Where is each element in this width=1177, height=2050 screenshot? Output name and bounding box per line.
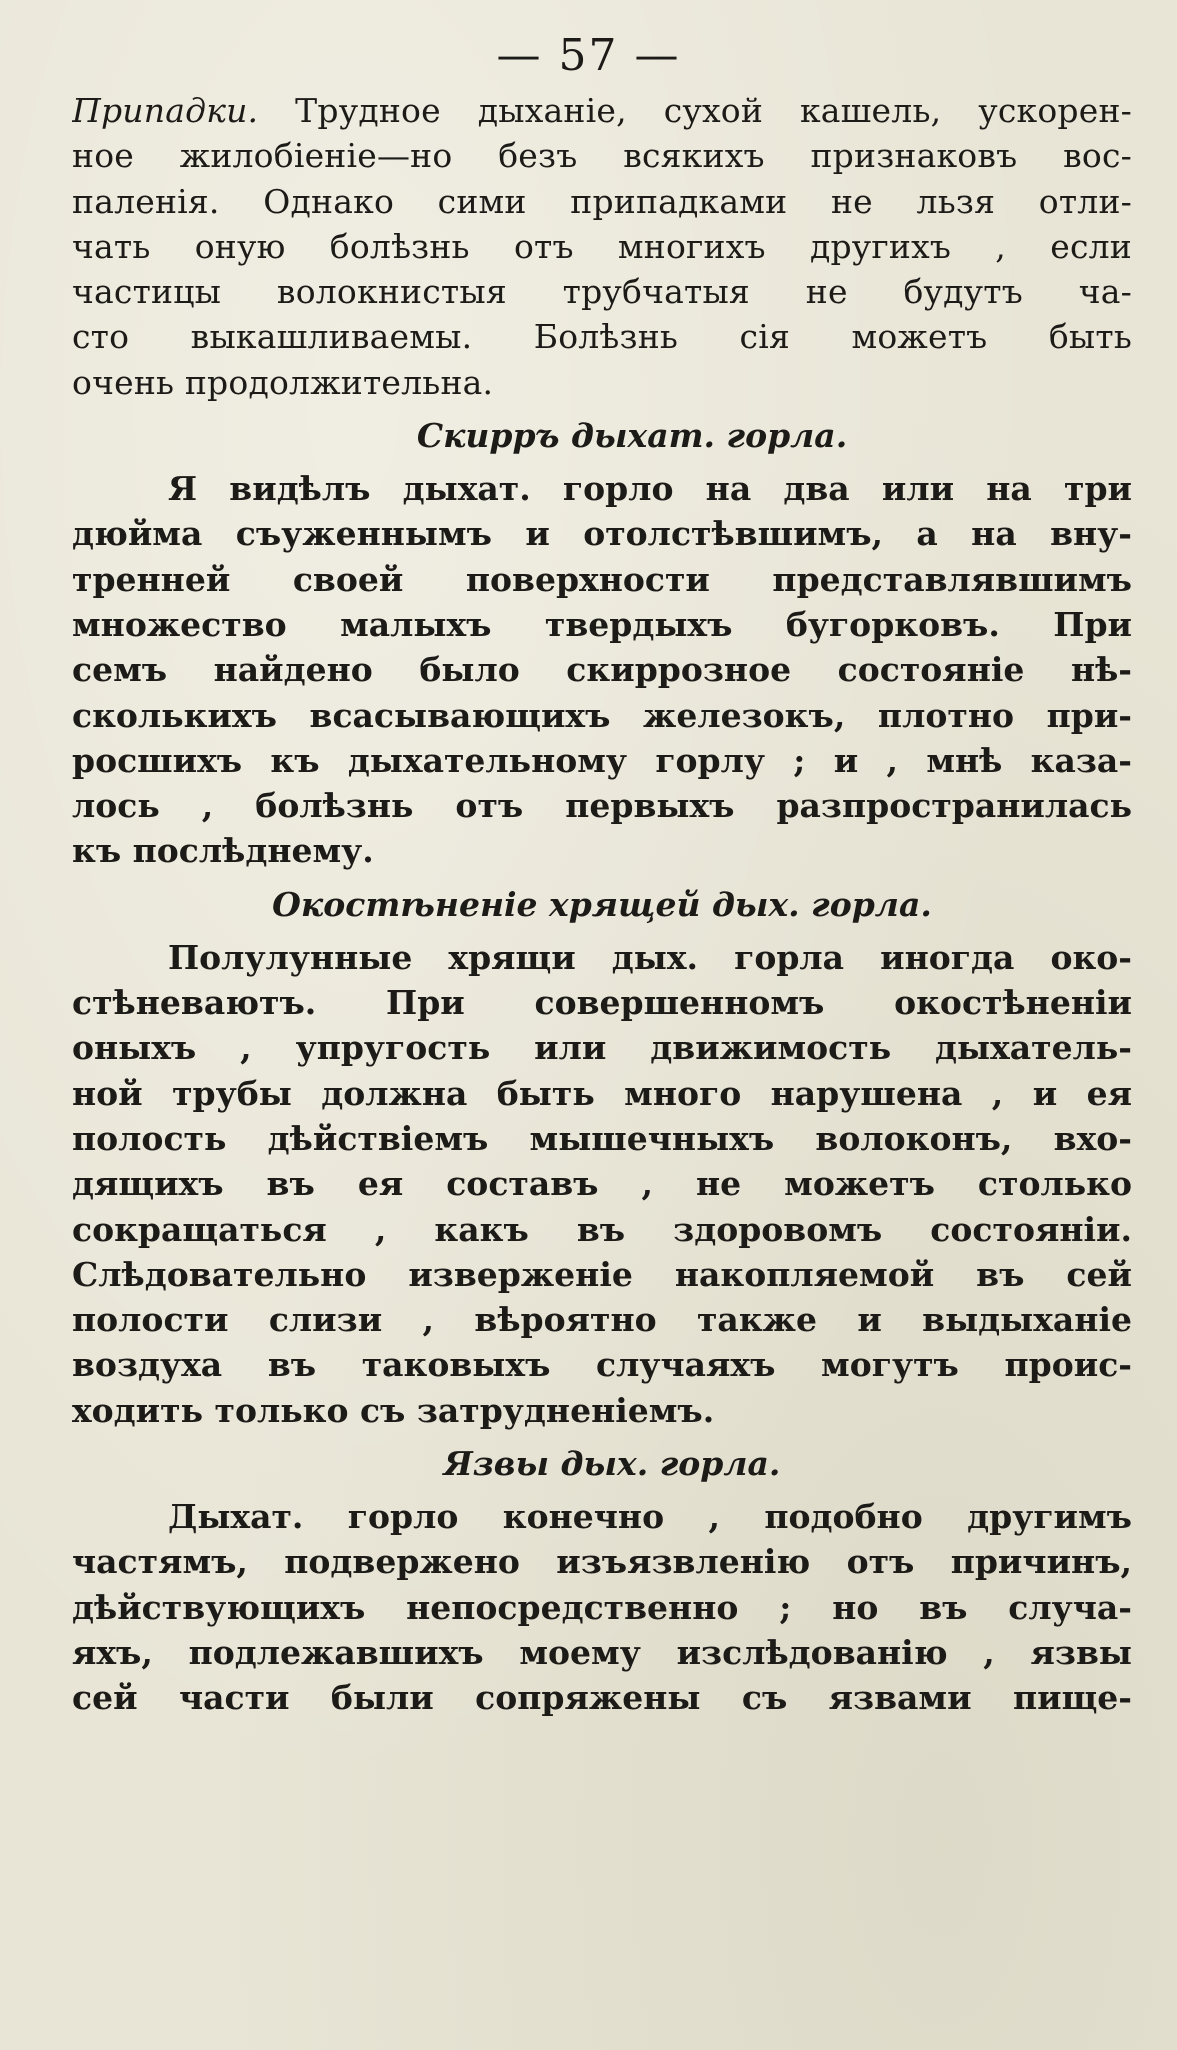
text-line: дящихъ въ ея составъ , не можетъ столько	[72, 1164, 1132, 1204]
text-line: Дыхат. горло конечно , подобно другимъ	[168, 1497, 1132, 1537]
lead-word: Припадки.	[72, 91, 259, 130]
text-line: воздуха въ таковыхъ случаяхъ могутъ проис-	[72, 1345, 1132, 1385]
text-line: Полулунные хрящи дых. горла иногда око-	[168, 937, 1132, 977]
text-line: дюйма съуженнымъ и отолстѣвшимъ, а на вну-	[72, 514, 1132, 554]
text-line: семъ найдено было скиррозное состояніе нѣ-	[72, 650, 1132, 690]
paragraph-scirrhus	[72, 466, 1132, 874]
section-heading-scirrhus: Скирръ дыхат. горла.	[416, 416, 848, 456]
text-line: оныхъ , упругость или движимость дыхатель-	[72, 1028, 1132, 1068]
text-line: росшихъ къ дыхательному горлу ; и , мнѣ каза-	[72, 740, 1132, 780]
text-line: Я видѣлъ дыхат. горло на два или на три	[168, 469, 1132, 509]
lead-line-rest: Трудное дыханіе, сухой кашель, ускорен-	[295, 91, 1132, 130]
text-line	[72, 88, 1132, 133]
paragraph-ulcers	[72, 1494, 1132, 1720]
text-line: лось , болѣзнь отъ первыхъ разпространилась	[72, 786, 1132, 826]
section-heading-ossification: Окостѣненіе хрящей дых. горла.	[272, 884, 932, 924]
text-line: сокращаться , какъ въ здоровомъ состояніи.	[72, 1209, 1132, 1249]
page-number: — 57 —	[496, 30, 681, 81]
text-line: къ послѣднему.	[72, 831, 374, 871]
text-line: ное жилобіеніе—но безъ всякихъ признаковъ вос-	[72, 136, 1132, 176]
text-line: тренней своей поверхности представлявшимъ	[72, 559, 1132, 599]
text-line: частицы волокнистыя трубчатыя не будутъ ча-	[72, 272, 1132, 312]
text-line: паленія. Однако сими припадками не льзя отли-	[72, 181, 1132, 221]
page-text	[72, 88, 1132, 1721]
text-line: стѣневаютъ. При совершенномъ окостѣненіи	[72, 983, 1132, 1023]
paragraph-ossification	[72, 935, 1132, 1433]
text-line: яхъ, подлежавшихъ моему изслѣдованію , язвы	[72, 1632, 1132, 1672]
text-line: чать оную болѣзнь отъ многихъ другихъ , если	[72, 226, 1132, 266]
text-line: сколькихъ всасывающихъ железокъ, плотно при-	[72, 695, 1132, 735]
text-line: полость дѣйствіемъ мышечныхъ волоконъ, вхо-	[72, 1118, 1132, 1158]
text-line: сей части были сопряжены съ язвами пище-	[72, 1678, 1132, 1718]
text-line: ходить только съ затрудненіемъ.	[72, 1390, 715, 1430]
section-heading-ulcers: Язвы дых. горла.	[443, 1444, 781, 1484]
text-line: частямъ, подвержено изъязвленію отъ причинъ,	[72, 1542, 1132, 1582]
text-line: дѣйствующихъ непосредственно ; но въ случа-	[72, 1587, 1132, 1627]
paragraph-symptoms	[72, 88, 1132, 405]
text-line: множество малыхъ твердыхъ бугорковъ. При	[72, 604, 1132, 644]
text-line: сто выкашливаемы. Болѣзнь сія можетъ быть	[72, 317, 1132, 357]
text-line: полости слизи , вѣроятно также и выдыханіе	[72, 1300, 1132, 1340]
text-line: очень продолжительна.	[72, 362, 494, 402]
text-line: Слѣдовательно изверженіе накопляемой въ сей	[72, 1254, 1132, 1294]
text-line: ной трубы должна быть много нарушена , и ея	[72, 1073, 1132, 1113]
